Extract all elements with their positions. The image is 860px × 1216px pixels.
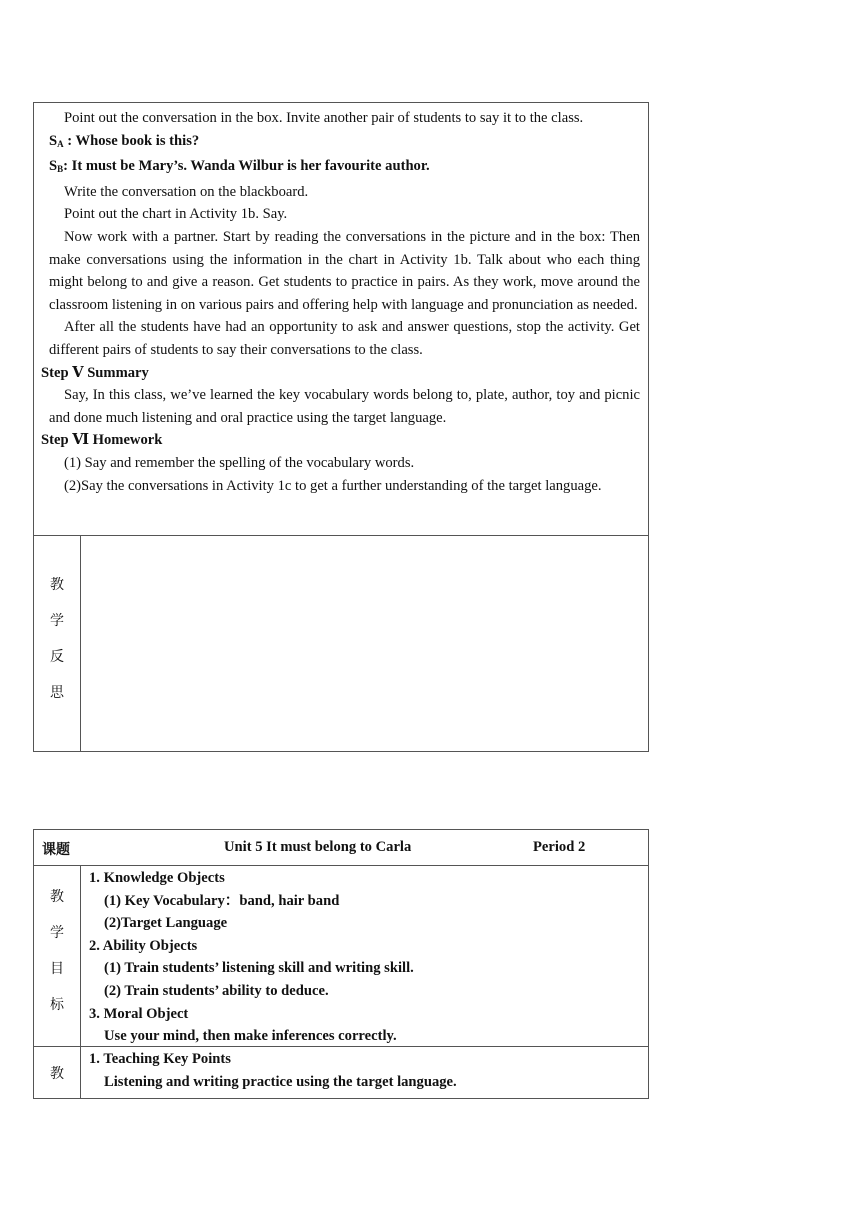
- lesson-paragraph: After all the students have had an opportunity to ask and answer questions, stop the activity. Get different pairs of students to say their conversations to the class.: [49, 319, 640, 358]
- lesson-paragraph: Write the conversation on the blackboard.: [64, 183, 309, 200]
- key-points-heading: 1. Teaching Key Points: [89, 1051, 231, 1067]
- reflection-char: 思: [50, 685, 64, 701]
- objective-item: (2)Target Language: [104, 915, 228, 932]
- lesson-paragraph: Point out the conversation in the box. Invite another pair of students to say it to the class.: [64, 110, 584, 126]
- period-number: Period 2: [533, 839, 586, 855]
- step-heading: Step Ⅵ Homework: [41, 432, 163, 449]
- objectives-char: 目: [50, 961, 64, 977]
- key-points-item: Listening and writing practice using the target language.: [104, 1073, 457, 1090]
- key-points-label: [34, 1047, 81, 1098]
- reflection-char: 学: [50, 613, 64, 629]
- dialog-line-b: $S_B$: It must be Mary’s. Wanda Wilbur is her favourite author.: [49, 158, 430, 175]
- lesson-table: [33, 102, 649, 752]
- homework-item: (1) Say and remember the spelling of the vocabulary words.: [64, 454, 415, 471]
- topic-label: 课题: [42, 842, 70, 858]
- step-heading: Step Ⅴ Summary: [41, 364, 149, 381]
- lesson-paragraph: Now work with a partner. Start by reading the conversations in the picture and in the box: Then make conversations using the information in the chart in Activity 1b. Talk about who each thing might belong to and give a reason. Get students to practice in pairs. As they work, move around the classroom listening in on various pairs and offering help with language and pronunciation as needed.: [49, 228, 640, 313]
- key-points-char: 教: [50, 1065, 64, 1082]
- reflection-char: 教: [50, 577, 64, 593]
- objective-heading: 3. Moral Object: [89, 1005, 189, 1022]
- reflection-char: 反: [50, 649, 64, 665]
- topic-row: [34, 830, 648, 866]
- unit-title: Unit 5 It must belong to Carla: [224, 839, 412, 855]
- objective-item: (1) Train students’ listening skill and writing skill.: [104, 960, 414, 977]
- objectives-content: [81, 866, 648, 1047]
- objective-heading: 2. Ability Objects: [89, 937, 198, 954]
- reflection-content-cell: [81, 536, 648, 751]
- objective-item: (1) Key Vocabulary：band, hair band: [104, 892, 340, 909]
- objectives-char: 教: [50, 889, 64, 905]
- objective-heading: 1. Knowledge Objects: [89, 870, 225, 886]
- reflection-label: [34, 536, 81, 751]
- objective-item: Use your mind, then make inferences correctly.: [104, 1028, 397, 1045]
- lesson-paragraph: Point out the chart in Activity 1b. Say.: [64, 206, 288, 223]
- objectives-char: 标: [50, 997, 64, 1013]
- lesson-paragraph: Say, In this class, we’ve learned the key vocabulary words belong to, plate, author, toy and picnic and done much listening and oral practice using the target language.: [49, 387, 640, 426]
- objectives-label: [34, 866, 81, 1047]
- period-table: [33, 829, 649, 1099]
- lesson-procedure-cell: [34, 103, 648, 536]
- objective-item: (2) Train students’ ability to deduce.: [104, 982, 329, 999]
- objectives-char: 学: [50, 925, 64, 941]
- dialog-line-a: $S_A$ : Whose book is this?: [49, 132, 200, 149]
- key-points-content: [81, 1047, 648, 1098]
- homework-item: (2)Say the conversations in Activity 1c to get a further understanding of the target language.: [64, 477, 602, 494]
